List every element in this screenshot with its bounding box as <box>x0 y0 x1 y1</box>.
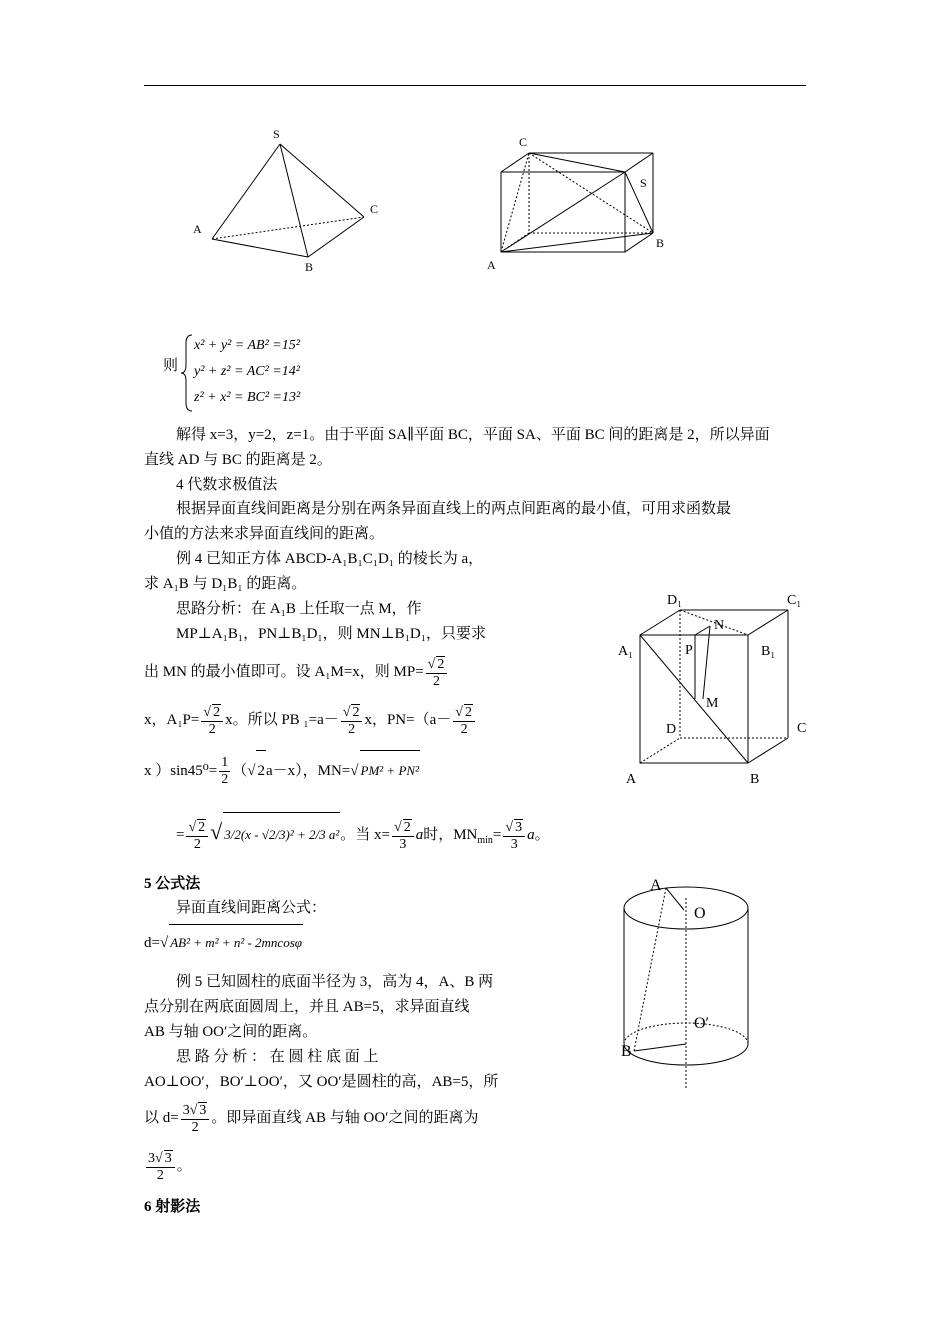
label-B1: B₁ <box>761 644 776 659</box>
ex5-line7: $\frac{3√ 3}{2}$ 。 <box>144 1146 192 1186</box>
label-A: A <box>487 258 496 272</box>
header-rule <box>144 85 806 86</box>
cube-figure <box>610 585 810 790</box>
ex4-line2: 求 A₁B 与 D₁B₁ 的距离。 <box>144 576 307 592</box>
system-row-1: x² + y² = AB² =15² <box>194 338 300 353</box>
ex5-line4: 思 路 分 析 ： 在 圆 柱 底 面 上 <box>176 1049 379 1065</box>
label-B: B <box>750 772 760 787</box>
system-ze: 则 <box>163 358 179 374</box>
label-C: C <box>370 202 379 216</box>
ex4-line1: 例 4 已知正方体 ABCD-A₁B₁C₁D₁ 的棱长为 a， <box>176 551 484 567</box>
ex4-line5-text: 出 MN 的最小值即可。设 A₁M=x，则 MP= <box>144 664 424 680</box>
sec5-formula-line: d=√ AB² + m² + n² - 2mncosφ <box>144 924 303 961</box>
cylinder-figure <box>610 868 770 1093</box>
label-C: C <box>519 135 528 149</box>
label-B: B <box>656 236 665 250</box>
ex4-line8: = √ $\frac{2}{2}$ √ 3/2(x - √2/3)² + 2/3 a²。当 x= √ $\frac{2}{3}$ a时，$MN_{min}=$ √ $\frac{3}{3}$ a。 <box>176 810 550 863</box>
label-O: O <box>694 905 706 922</box>
ex4-line5 <box>144 652 449 692</box>
label-P: P <box>685 643 693 658</box>
sec4-line2: 小值的方法来求异面直线间的距离。 <box>144 526 385 542</box>
sec4-line1: 根据异面直线间距离是分别在两条异面直线上的两点间距离的最小值，可用求函数最 <box>176 501 732 517</box>
sec6-title: 6 射影法 <box>144 1199 201 1215</box>
label-D: D <box>666 722 677 737</box>
ex4-line3: 思路分析：在 A₁B 上任取一点 M，作 <box>176 601 422 617</box>
sec4-title: 4 代数求极值法 <box>176 477 278 493</box>
label-S: S <box>640 176 647 190</box>
label-A: A <box>193 222 202 236</box>
sec5-line1: 异面直线间距离公式： <box>176 900 327 916</box>
ex5-line6: 以 d= $\frac{3√ 3}{2}$ 。即异面直线 AB 与轴 OO′之间的距离为 <box>144 1098 478 1138</box>
para1-line2: 直线 AD 与 BC 的距离是 2。 <box>144 452 332 468</box>
label-A: A <box>626 772 637 787</box>
ex5-line1: 例 5 已知圆柱的底面半径为 3，高为 4，A、B 两 <box>176 974 494 990</box>
ex4-line4: MP⊥A₁B₁，PN⊥B₁D₁，则 MN⊥B₁D₁，只要求 <box>176 626 486 642</box>
label-A: A <box>650 877 662 894</box>
label-A1: A₁ <box>618 644 633 659</box>
box-figure <box>480 125 680 275</box>
system-row-3: z² + x² = BC² =13² <box>194 390 301 405</box>
label-C: C <box>797 721 807 736</box>
brace <box>180 333 194 413</box>
ex4-line7: x ）sin45⁰= $\frac{1}{2}$ （√ 2a－x），MN=√ PM² + PN² <box>144 750 420 791</box>
label-M: M <box>706 696 719 711</box>
ex5-line5: AO⊥OO′，BO′⊥OO′，又 OO′是圆柱的高，AB=5，所 <box>144 1074 499 1090</box>
ex5-line2: 点分别在两底面圆周上，并且 AB=5，求异面直线 <box>144 999 470 1015</box>
label-C1: C₁ <box>787 593 802 608</box>
frac-sqrt2-over-2: √ $\frac{2}{2}$ <box>426 656 448 690</box>
sec5-title: 5 公式法 <box>144 876 201 892</box>
label-N: N <box>714 618 725 633</box>
label-B: B <box>305 260 314 274</box>
para1-line1: 解得 x=3，y=2，z=1。由于平面 SA∥平面 BC，平面 SA、平面 BC 间的距离是 2，所以异面 <box>176 427 770 443</box>
ex4-line6: x，A₁P= √ $\frac{2}{2}$ x。所以 PB ₁=a－ √ $\frac{2}{2}$ x，PN=（a－ √ $\frac{2}{2}$ <box>144 700 477 740</box>
label-S: S <box>273 127 280 141</box>
system-row-2: y² + z² = AC² =14² <box>194 364 300 379</box>
pyramid-figure <box>180 120 400 280</box>
ex5-line3: AB 与轴 OO′之间的距离。 <box>144 1024 318 1040</box>
label-D1: D₁ <box>667 593 682 608</box>
label-O-prime: O′ <box>694 1015 710 1032</box>
label-B: B <box>621 1043 632 1060</box>
